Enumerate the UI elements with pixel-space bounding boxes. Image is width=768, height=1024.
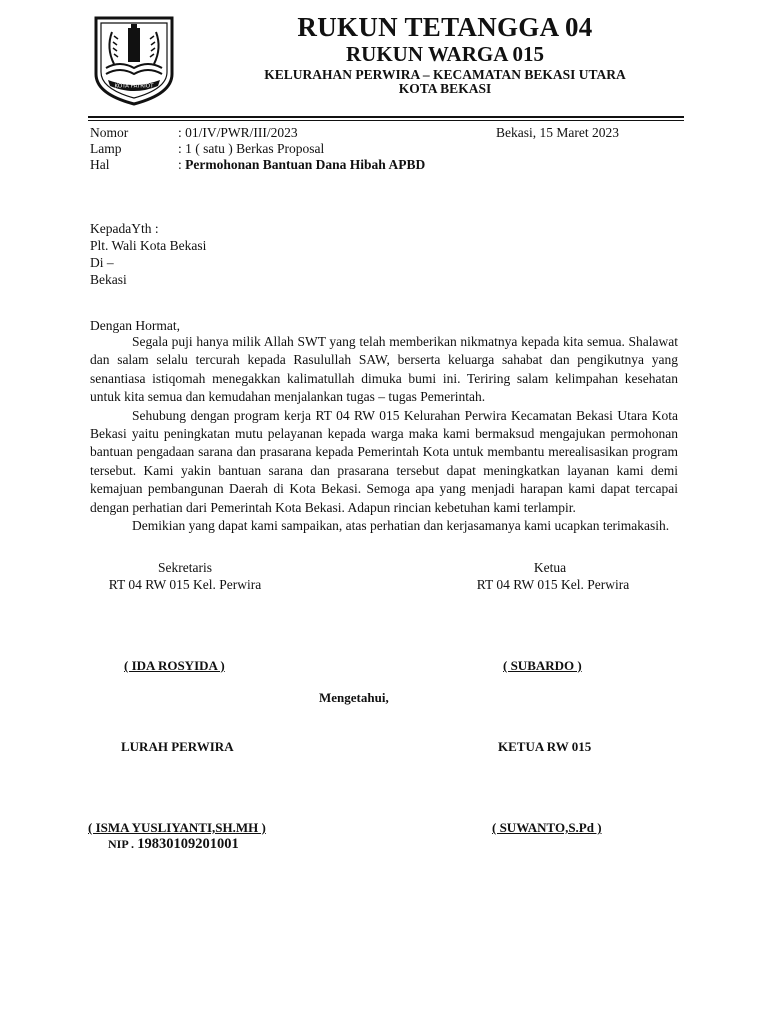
body-paragraph-1: Segala puji hanya milik Allah SWT yang telah memberikan nikmatnya kepada kita semua. Shalawat dan salam selalu tercurah kepada Rasulullah SAW, berserta keluarga sahabat dan pengikutnya yang senantiasa istiqomah menegakkan kalimatullah dimuka bumi ini. Teriring salam kelimpahan kesehatan untuk kita semua dan kemudahan menjalankan tugas – tugas Pemerintah. xyxy=(90,334,678,405)
hal-colon: : xyxy=(178,157,182,172)
logo-text: KOTA PATRIOT xyxy=(114,83,154,90)
hal-value: Permohonan Bantuan Dana Hibah APBD xyxy=(185,157,426,172)
left-signer-org: RT 04 RW 015 Kel. Perwira xyxy=(108,577,262,592)
nomor-label: Nomor xyxy=(90,125,129,140)
right-signer-name: ( SUBARDO ) xyxy=(503,658,582,673)
header-divider-thin xyxy=(88,120,684,121)
acknowledged-label: Mengetahui, xyxy=(319,690,389,705)
city-emblem-logo xyxy=(92,14,176,106)
body-paragraph-3: Demikian yang dapat kami sampaikan, atas perhatian dan kerjasamanya kami ucapkan terimakasih. xyxy=(132,518,670,534)
lamp-value: : 1 ( satu ) Berkas Proposal xyxy=(178,141,325,156)
header-divider-thick xyxy=(88,116,684,118)
recipient-line-3: Di – xyxy=(90,255,114,270)
letter-date: Bekasi, 15 Maret 2023 xyxy=(496,125,619,140)
right-signer-org: RT 04 RW 015 Kel. Perwira xyxy=(476,577,630,592)
nip-label: NIP . xyxy=(108,837,135,851)
nomor-value: : 01/IV/PWR/III/2023 xyxy=(178,125,298,140)
recipient-line-2: Plt. Wali Kota Bekasi xyxy=(90,238,207,253)
hal-label: Hal xyxy=(90,157,110,172)
left-signer-role: Sekretaris xyxy=(158,560,212,575)
letterhead-title: RUKUN TETANGGA 04 xyxy=(297,12,593,42)
address-line-2: KOTA BEKASI xyxy=(398,81,492,96)
recipient-line-1: KepadaYth : xyxy=(90,221,159,236)
recipient-line-4: Bekasi xyxy=(90,272,127,287)
rw-title: KETUA RW 015 xyxy=(498,739,592,754)
letter-body xyxy=(90,333,678,535)
lamp-label: Lamp xyxy=(90,141,122,156)
left-signer-name: ( IDA ROSYIDA ) xyxy=(124,658,225,673)
lurah-name: ( ISMA YUSLIYANTI,SH.MH ) xyxy=(88,820,266,835)
right-signer-role: Ketua xyxy=(533,560,567,575)
body-paragraph-2: Sehubung dengan program kerja RT 04 RW 015 Kelurahan Perwira Kecamatan Bekasi Utara Kota Bekasi yaitu peningkatan mutu pelayanan kepada warga maka kami bermaksud mengajukan permohonan bantuan pengadaan sarana dan prasarana kepada Pemerintah Kota untuk membantu merealisasikan program tersebut. Kami yakin bantuan sarana dan prasarana tersebut dapat meningkatkan layanan kami demi kemajuan pembangunan Daerah di Kota Bekasi. Semoga apa yang menjadi harapan kami dapat tercapai dengan perhatian dari Pemerintah Kota Bekasi. Adapun rincian kebetuhan kami terlampir. xyxy=(90,407,678,515)
hal-value-line xyxy=(178,157,425,173)
nip-line xyxy=(108,836,239,853)
nip-value: 19830109201001 xyxy=(137,836,239,852)
address-line-1: KELURAHAN PERWIRA – KECAMATAN BEKASI UTARA xyxy=(264,67,626,82)
letterhead-address xyxy=(200,68,690,96)
letterhead-subtitle: RUKUN WARGA 015 xyxy=(346,42,544,66)
rw-name: ( SUWANTO,S.Pd ) xyxy=(492,820,602,835)
lurah-title: LURAH PERWIRA xyxy=(121,739,234,754)
greeting: Dengan Hormat, xyxy=(90,318,180,333)
